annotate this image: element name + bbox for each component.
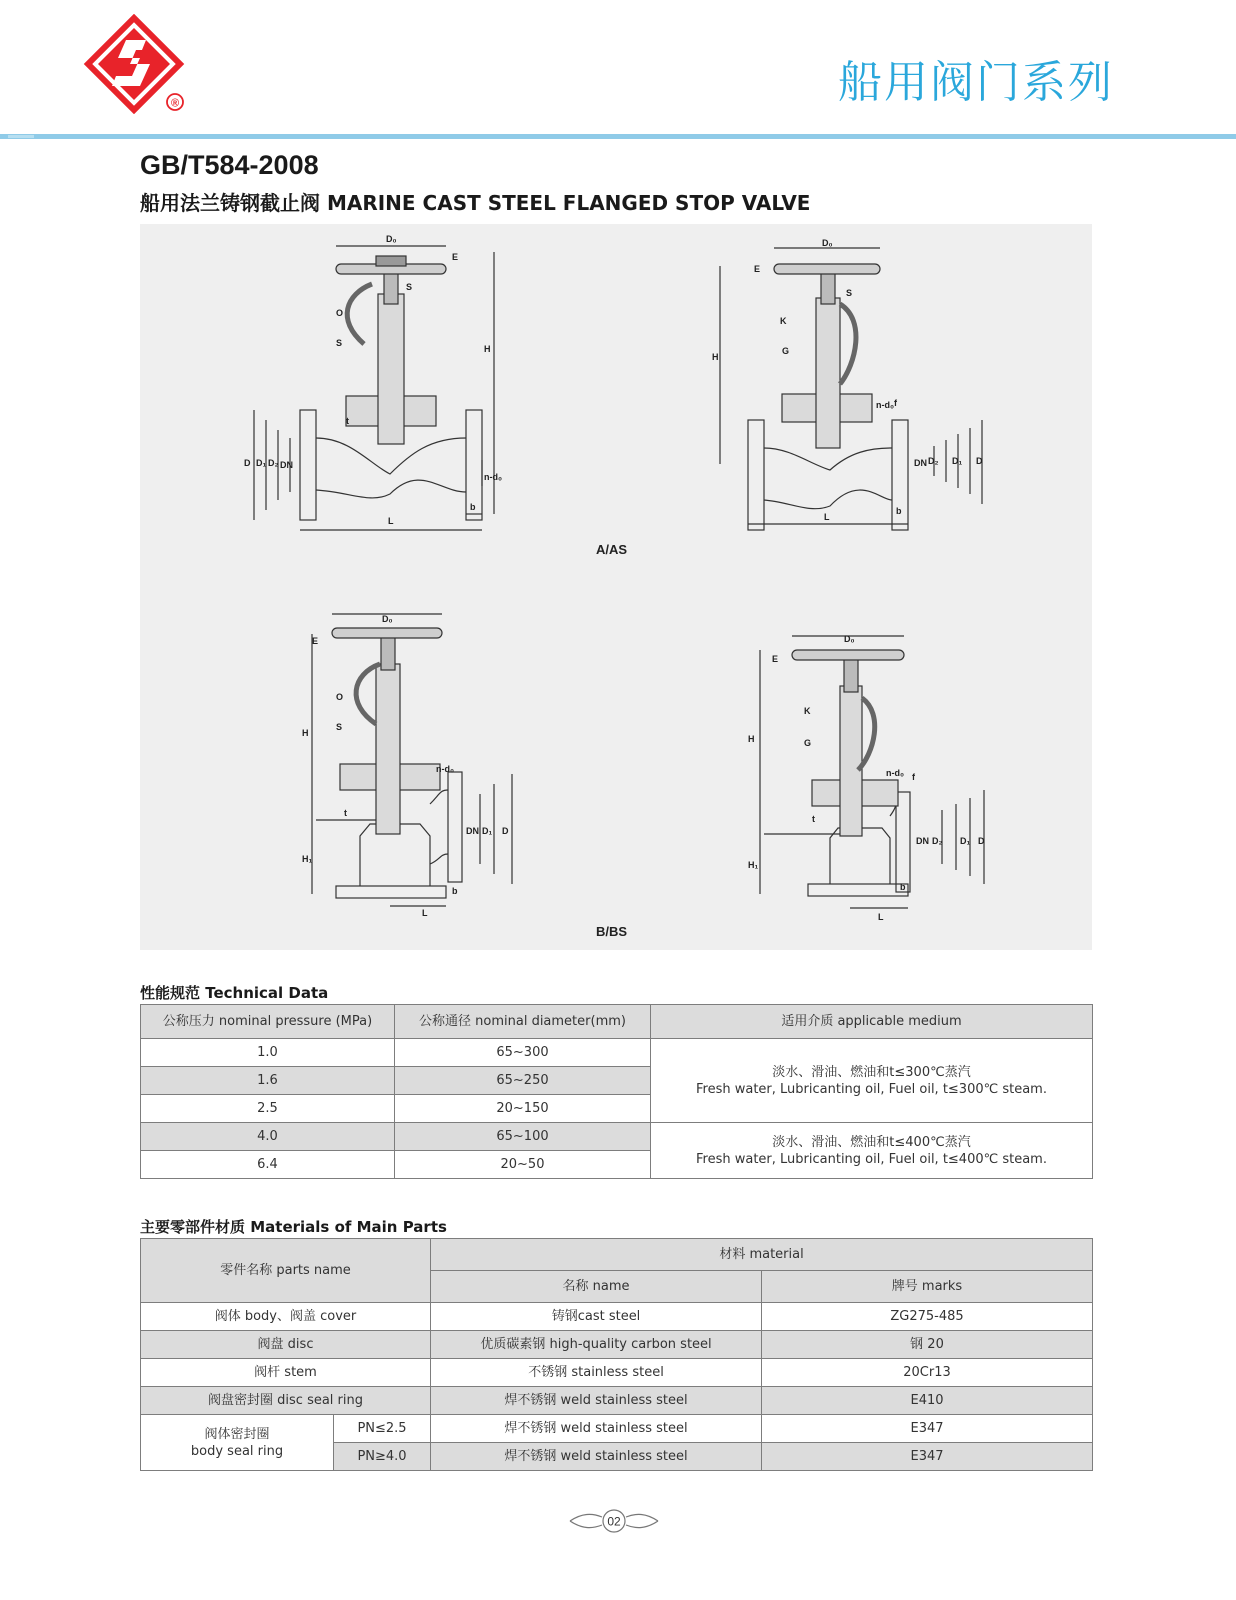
label-d2-as: D₂: [928, 456, 939, 466]
pn-cell: PN≤2.5: [334, 1415, 431, 1443]
label-d0-a: D₀: [386, 234, 397, 244]
label-e-b: E: [312, 636, 319, 646]
material-mark-cell: E347: [762, 1443, 1093, 1471]
table-row: [141, 1331, 1093, 1359]
header-marks: 牌号 marks: [762, 1271, 1093, 1303]
label-k-bs: K: [804, 706, 811, 716]
label-nd-as: n-d₀: [876, 400, 895, 410]
diameter-cell: 20~150: [395, 1095, 651, 1123]
label-o-a: O: [336, 308, 344, 318]
header-pressure: 公称压力 nominal pressure (MPa): [141, 1005, 395, 1039]
technical-drawings-panel: [140, 224, 1092, 950]
label-d1-bs: D₁: [960, 836, 971, 846]
technical-data-header-row: [141, 1005, 1093, 1039]
label-dn-as: DN: [914, 458, 927, 468]
label-b-a: b: [470, 502, 476, 512]
drawing-a-straight: [254, 246, 494, 530]
material-name-cell: 焊不锈钢 weld stainless steel: [431, 1387, 762, 1415]
label-h-as: H: [712, 352, 719, 362]
label-s-a: S: [406, 282, 413, 292]
caption-a-as: A/AS: [596, 542, 628, 557]
material-mark-cell: 20Cr13: [762, 1359, 1093, 1387]
label-h-b: H: [302, 728, 309, 738]
part-cell: 阀盘 disc: [141, 1331, 431, 1359]
medium-cell-group1: [651, 1039, 1093, 1123]
label-d-bs: D: [978, 836, 985, 846]
product-title: 船用法兰铸钢截止阀 MARINE CAST STEEL FLANGED STOP VALVE: [140, 191, 811, 215]
registered-mark: ®: [170, 97, 180, 110]
label-dn-b: DN: [466, 826, 479, 836]
label-dn-bs: DN: [916, 836, 929, 846]
label-l-bs: L: [878, 912, 884, 922]
label-e-a: E: [452, 252, 459, 262]
medium-en: Fresh water, Lubricanting oil, Fuel oil, t≤400℃ steam.: [696, 1151, 1047, 1167]
pressure-cell: 1.6: [141, 1067, 395, 1095]
materials-table: [140, 1238, 1093, 1471]
medium-en: Fresh water, Lubricanting oil, Fuel oil, t≤300℃ steam.: [696, 1081, 1047, 1097]
label-s-b: S: [336, 722, 343, 732]
page-number-badge: [568, 1508, 660, 1534]
label-l-b: L: [422, 908, 428, 918]
label-t-a: t: [346, 416, 349, 426]
diameter-cell: 65~250: [395, 1067, 651, 1095]
label-d-as: D: [976, 456, 983, 466]
label-k-as: K: [780, 316, 787, 326]
label-e-as: E: [754, 264, 761, 274]
material-mark-cell: E410: [762, 1387, 1093, 1415]
label-h1-bs: H₁: [748, 860, 759, 870]
company-logo: [82, 14, 192, 114]
label-s-as: S: [846, 288, 853, 298]
label-nd-bs: n-d₀: [886, 768, 905, 778]
medium-cell-group2: [651, 1123, 1093, 1179]
material-mark-cell: 钢 20: [762, 1331, 1093, 1359]
label-h-bs: H: [748, 734, 755, 744]
pn-cell: PN≥4.0: [334, 1443, 431, 1471]
pressure-cell: 4.0: [141, 1123, 395, 1151]
medium-cn: 淡水、滑油、燃油和t≤400℃蒸汽: [772, 1134, 971, 1150]
label-l-a: L: [388, 516, 394, 526]
materials-header-row: [141, 1239, 1093, 1271]
label-d0-bs: D₀: [844, 634, 855, 644]
label-s2-a: S: [336, 338, 343, 348]
label-d2-a: D₂: [268, 458, 279, 468]
material-name-cell: 焊不锈钢 weld stainless steel: [431, 1415, 762, 1443]
label-nd-b: n-d₀: [436, 764, 455, 774]
table-row: [141, 1359, 1093, 1387]
valve-drawings: [140, 224, 1092, 950]
part-cell: 阀杆 stem: [141, 1359, 431, 1387]
table-row: [141, 1039, 1093, 1067]
label-d-b: D: [502, 826, 509, 836]
table-row: [141, 1303, 1093, 1331]
label-l-as: L: [824, 512, 830, 522]
header-medium: 适用介质 applicable medium: [651, 1005, 1093, 1039]
table-row: [141, 1387, 1093, 1415]
part-cell: 阀体 body、阀盖 cover: [141, 1303, 431, 1331]
body-seal-en: body seal ring: [190, 1443, 284, 1459]
label-t-bs: t: [812, 814, 815, 824]
label-nd-a: n-d₀: [484, 472, 503, 482]
series-title: 船用阀门系列: [838, 57, 1114, 108]
page-number: 02: [607, 1514, 621, 1529]
label-dn-a: DN: [280, 460, 293, 470]
diameter-cell: 20~50: [395, 1151, 651, 1179]
header-divider-accent: [8, 135, 34, 138]
label-h-a: H: [484, 344, 491, 354]
label-d2-bs: D₂: [932, 836, 943, 846]
label-b-as: b: [896, 506, 902, 516]
label-f-as: f: [894, 398, 897, 408]
label-d0-b: D₀: [382, 614, 393, 624]
label-d1-b: D₁: [482, 826, 493, 836]
standard-code: GB/T584-2008: [140, 150, 319, 180]
label-g-as: G: [782, 346, 790, 356]
label-b-b: b: [452, 886, 458, 896]
technical-data-title: 性能规范 Technical Data: [140, 984, 329, 1002]
technical-data-table: [140, 1004, 1093, 1179]
label-t-b: t: [344, 808, 347, 818]
header-diameter: 公称通径 nominal diameter(mm): [395, 1005, 651, 1039]
diameter-cell: 65~100: [395, 1123, 651, 1151]
medium-cn: 淡水、滑油、燃油和t≤300℃蒸汽: [772, 1064, 971, 1080]
material-name-cell: 优质碳素钢 high-quality carbon steel: [431, 1331, 762, 1359]
drawing-a-labels: [244, 234, 502, 526]
material-name-cell: 不锈钢 stainless steel: [431, 1359, 762, 1387]
drawing-as-labels: [712, 238, 983, 522]
label-d1-a: D₁: [256, 458, 267, 468]
table-row: [141, 1123, 1093, 1151]
label-f-bs: f: [912, 772, 915, 782]
label-d0-as: D₀: [822, 238, 833, 248]
pressure-cell: 2.5: [141, 1095, 395, 1123]
label-o-b: O: [336, 692, 344, 702]
drawing-bs-labels: [748, 634, 985, 922]
pressure-cell: 1.0: [141, 1039, 395, 1067]
label-h1-b: H₁: [302, 854, 313, 864]
header-material: 材料 material: [431, 1239, 1093, 1271]
label-b-bs: b: [900, 882, 906, 892]
material-mark-cell: ZG275-485: [762, 1303, 1093, 1331]
body-seal-cn: 阀体密封圈: [204, 1426, 270, 1442]
material-name-cell: 焊不锈钢 weld stainless steel: [431, 1443, 762, 1471]
label-e-bs: E: [772, 654, 779, 664]
material-name-cell: 铸钢cast steel: [431, 1303, 762, 1331]
material-mark-cell: E347: [762, 1415, 1093, 1443]
header-divider: [0, 134, 1236, 139]
caption-b-bs: B/BS: [596, 924, 628, 939]
header-name: 名称 name: [431, 1271, 762, 1303]
part-cell: 阀盘密封圈 disc seal ring: [141, 1387, 431, 1415]
drawing-bs-angle: [760, 636, 984, 908]
label-g-bs: G: [804, 738, 812, 748]
diameter-cell: 65~300: [395, 1039, 651, 1067]
header-part-name: 零件名称 parts name: [141, 1239, 431, 1303]
materials-title: 主要零部件材质 Materials of Main Parts: [140, 1218, 447, 1236]
drawing-b-angle: [312, 614, 512, 906]
body-seal-part-cell: [141, 1415, 334, 1471]
label-d-a: D: [244, 458, 251, 468]
table-row: [141, 1415, 1093, 1443]
pressure-cell: 6.4: [141, 1151, 395, 1179]
label-d1-as: D₁: [952, 456, 963, 466]
